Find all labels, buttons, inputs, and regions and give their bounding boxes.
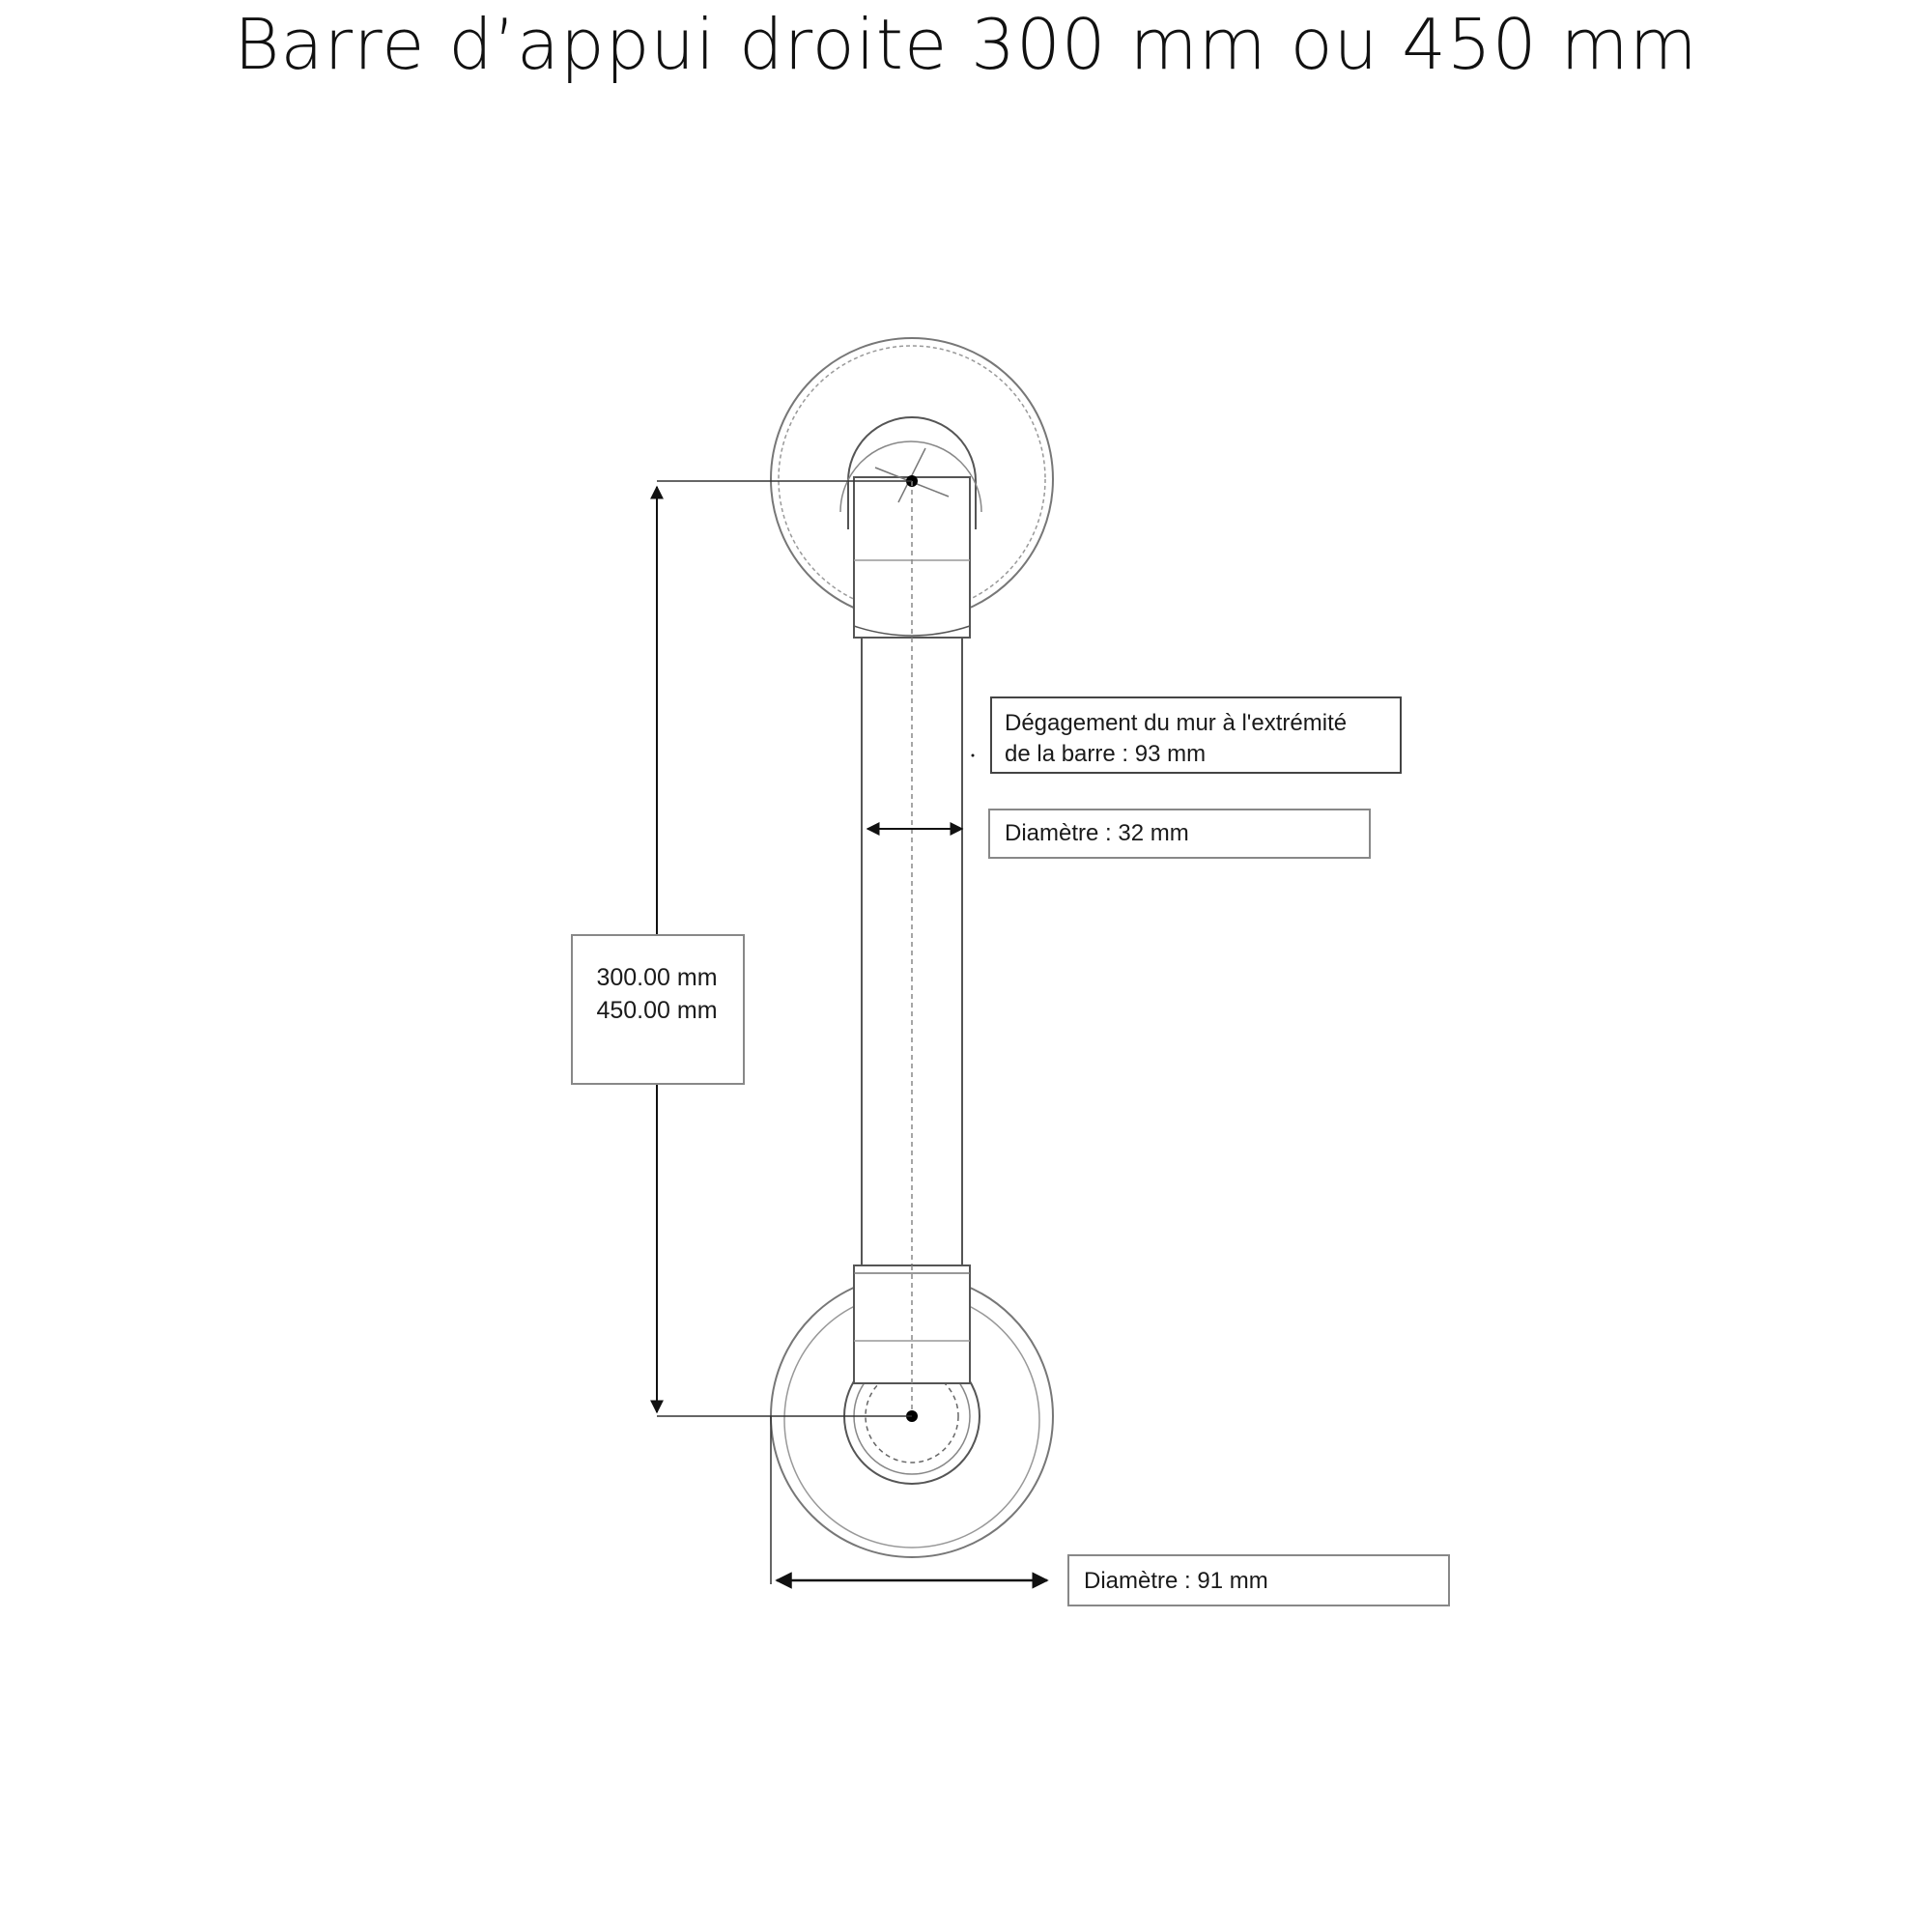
- length-label-300: 300.00 mm: [596, 964, 718, 991]
- clearance-label-line2: de la barre : 93 mm: [1005, 741, 1207, 767]
- bottom-flange: [771, 1265, 1053, 1557]
- flange-diameter-label: Diamètre : 91 mm: [1084, 1568, 1268, 1594]
- bar-diameter-label: Diamètre : 32 mm: [1005, 820, 1189, 846]
- page-title: Barre d’appui droite 300 mm ou 450 mm: [234, 4, 1698, 85]
- length-label-450: 450.00 mm: [596, 997, 718, 1024]
- top-flange: [771, 338, 1053, 638]
- clearance-label-line1: Dégagement du mur à l'extrémité: [1005, 710, 1348, 736]
